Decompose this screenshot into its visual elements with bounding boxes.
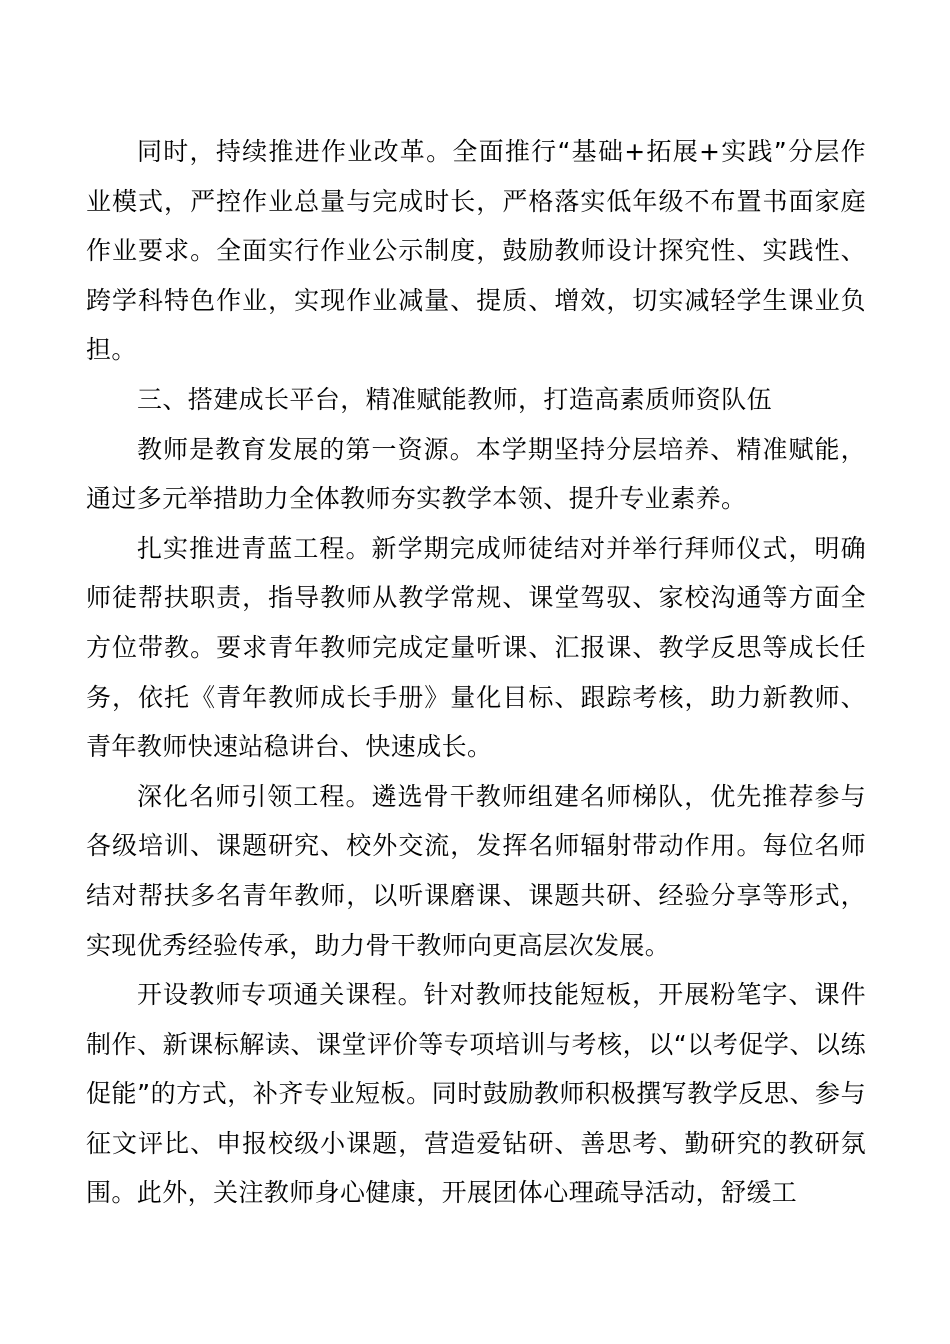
paragraph-teacher-resource: 教师是教育发展的第一资源。本学期坚持分层培养、精准赋能，通过多元举措助力全体教师夯实教学本领、提升专业素养。 bbox=[86, 434, 866, 514]
paragraph-famous-teacher-project: 深化名师引领工程。遴选骨干教师组建名师梯队，优先推荐参与各级培训、课题研究、校外交流，发挥名师辐射带动作用。每位名师结对帮扶多名青年教师，以听课磨课、课题共研、经验分享等形式，实现优秀经验传承，助力骨干教师向更高层次发展。 bbox=[86, 781, 866, 960]
paragraph-special-courses: 开设教师专项通关课程。针对教师技能短板，开展粉笔字、课件制作、新课标解读、课堂评价等专项培训与考核，以“以考促学、以练促能”的方式，补齐专业短板。同时鼓励教师积极撰写教学反思、参与征文评比、申报校级小课题，营造爱钻研、善思考、勤研究的教研氛围。此外，关注教师身心健康，开展团体心理疏导活动，舒缓工 bbox=[86, 980, 866, 1208]
section-heading-three: 三、搭建成长平台，精准赋能教师，打造高素质师资队伍 bbox=[137, 384, 773, 414]
paragraph-homework-reform: 同时，持续推进作业改革。全面推行“基础+拓展+实践”分层作业模式，严控作业总量与完成时长，严格落实低年级不布置书面家庭作业要求。全面实行作业公示制度，鼓励教师设计探究性、实践性、跨学科特色作业，实现作业减量、提质、增效，切实减轻学生课业负担。 bbox=[86, 137, 866, 365]
paragraph-qinglan-project: 扎实推进青蓝工程。新学期完成师徒结对并举行拜师仪式，明确师徒帮扶职责，指导教师从教学常规、课堂驾驭、家校沟通等方面全方位带教。要求青年教师完成定量听课、汇报课、教学反思等成长任务，依托《青年教师成长手册》量化目标、跟踪考核，助力新教师、青年教师快速站稳讲台、快速成长。 bbox=[86, 533, 866, 762]
document-body bbox=[86, 127, 866, 1218]
